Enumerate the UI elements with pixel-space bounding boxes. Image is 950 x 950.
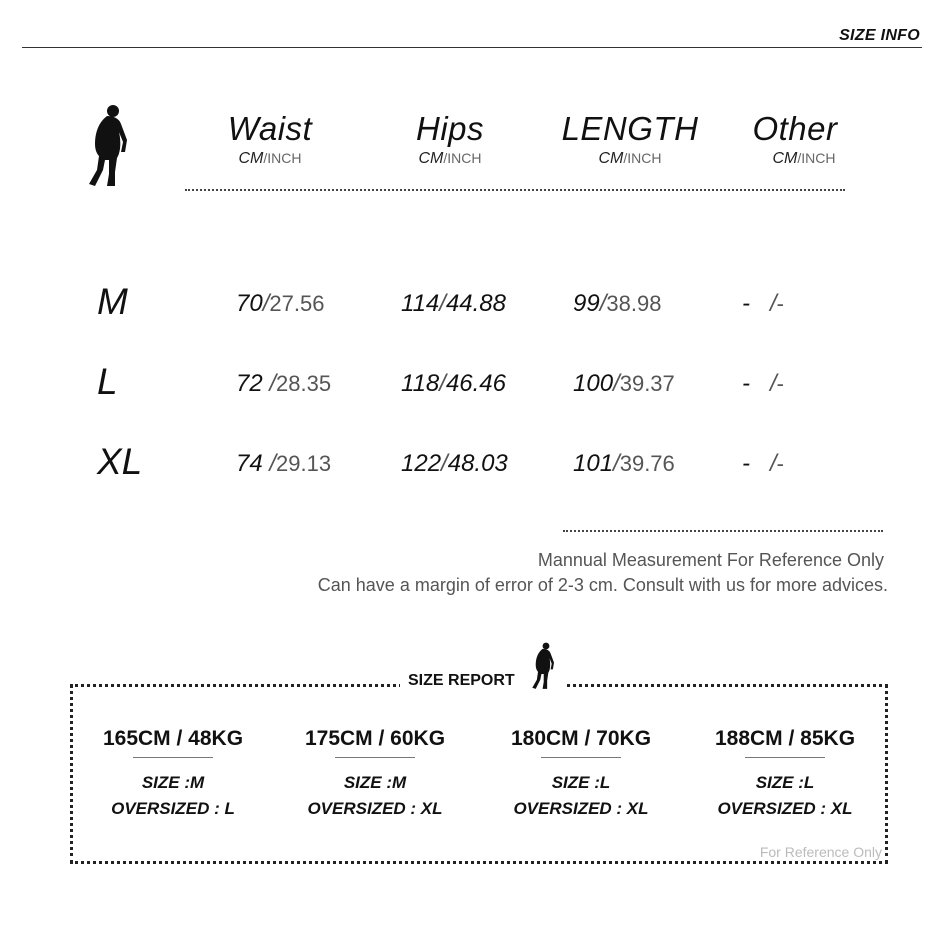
value-separator: / bbox=[770, 370, 777, 397]
cm-value: 72 bbox=[236, 370, 270, 397]
height-weight: 180CM / 70KG bbox=[510, 727, 652, 750]
unit-separator: / bbox=[263, 150, 268, 166]
value-separator: / bbox=[770, 290, 777, 317]
value-separator: / bbox=[441, 450, 448, 477]
oversized-size: OVERSIZED : XL bbox=[717, 799, 853, 818]
unit-cm: CM bbox=[772, 150, 798, 167]
error-margin-note: Can have a margin of error of 2-3 cm. Consult with us for more advices. bbox=[317, 575, 888, 595]
unit-inch: INCH bbox=[447, 150, 482, 166]
recommended-size: SIZE :L bbox=[551, 773, 611, 792]
size-label-m: M bbox=[97, 281, 128, 322]
cm-value: 122 bbox=[401, 450, 442, 477]
unit-separator: / bbox=[443, 150, 448, 166]
other-cell bbox=[742, 370, 784, 398]
value-separator: / bbox=[439, 290, 446, 317]
value-separator: / bbox=[613, 370, 620, 397]
page-title: SIZE INFO bbox=[839, 27, 920, 44]
unit-inch: INCH bbox=[801, 150, 836, 166]
cm-value: 118 bbox=[401, 370, 440, 397]
inch-value: 28.35 bbox=[276, 371, 332, 396]
reference-footnote: For Reference Only bbox=[759, 844, 882, 860]
inch-value: - bbox=[776, 451, 784, 476]
inch-value: 48.03 bbox=[447, 450, 508, 477]
report-entry bbox=[78, 727, 268, 822]
column-title: Hips bbox=[415, 110, 485, 147]
hips-cell bbox=[401, 370, 506, 398]
report-entry bbox=[690, 727, 880, 822]
inch-value: - bbox=[776, 291, 784, 316]
value-separator: / bbox=[599, 290, 607, 317]
cm-value: 114 bbox=[401, 290, 440, 317]
unit-separator: / bbox=[623, 150, 628, 166]
waist-cell bbox=[236, 450, 331, 478]
inch-value: 46.46 bbox=[445, 370, 506, 397]
height-weight: 165CM / 48KG bbox=[102, 727, 244, 750]
column-title: Other bbox=[752, 110, 838, 147]
inch-value: 39.76 bbox=[619, 451, 675, 476]
walking-person-icon bbox=[530, 642, 554, 695]
other-cell bbox=[742, 450, 784, 478]
cm-value: 101 bbox=[573, 450, 614, 477]
inch-value: - bbox=[776, 371, 784, 396]
recommended-size: SIZE :M bbox=[141, 773, 205, 792]
length-cell bbox=[573, 290, 661, 318]
other-cell bbox=[742, 290, 784, 318]
unit-cm: CM bbox=[598, 150, 624, 167]
oversized-size: OVERSIZED : XL bbox=[307, 799, 443, 818]
recommended-size: SIZE :M bbox=[343, 773, 407, 792]
unit-cm: CM bbox=[238, 150, 264, 167]
cm-value: 99 bbox=[573, 290, 600, 317]
walking-person-icon bbox=[85, 104, 127, 193]
cm-value: - bbox=[742, 290, 750, 317]
value-separator: / bbox=[269, 370, 277, 397]
unit-separator: / bbox=[797, 150, 802, 166]
entry-divider bbox=[335, 757, 415, 758]
header-dotted-divider bbox=[185, 189, 845, 191]
size-label-l: L bbox=[97, 361, 118, 402]
column-unit bbox=[715, 150, 875, 168]
column-header-other bbox=[715, 110, 875, 168]
waist-cell bbox=[236, 290, 324, 318]
inch-value: 38.98 bbox=[606, 291, 662, 316]
cm-value: - bbox=[742, 450, 750, 477]
column-unit bbox=[190, 150, 350, 168]
notes-dotted-divider bbox=[563, 530, 883, 532]
recommended-size: SIZE :L bbox=[755, 773, 815, 792]
oversized-size: OVERSIZED : XL bbox=[513, 799, 649, 818]
hips-cell bbox=[401, 290, 506, 318]
waist-cell bbox=[236, 370, 331, 398]
inch-value: 44.88 bbox=[445, 290, 506, 317]
oversized-size: OVERSIZED : L bbox=[111, 799, 235, 818]
header-divider bbox=[22, 47, 922, 48]
column-title: LENGTH bbox=[561, 110, 699, 147]
column-header-length bbox=[550, 110, 710, 168]
column-title: Waist bbox=[227, 110, 313, 147]
column-unit bbox=[370, 150, 530, 168]
value-separator: / bbox=[269, 450, 277, 477]
height-weight: 188CM / 85KG bbox=[714, 727, 856, 750]
size-report-label: SIZE REPORT bbox=[408, 672, 515, 689]
hips-cell bbox=[401, 450, 508, 478]
cm-value: 100 bbox=[573, 370, 614, 397]
column-header-waist bbox=[190, 110, 350, 168]
column-unit bbox=[550, 150, 710, 168]
length-cell bbox=[573, 370, 675, 398]
inch-value: 29.13 bbox=[276, 451, 332, 476]
value-separator: / bbox=[770, 450, 777, 477]
height-weight: 175CM / 60KG bbox=[304, 727, 446, 750]
report-entry bbox=[486, 727, 676, 822]
unit-inch: INCH bbox=[627, 150, 662, 166]
value-separator: / bbox=[439, 370, 446, 397]
report-entry bbox=[280, 727, 470, 822]
column-header-hips bbox=[370, 110, 530, 168]
length-cell bbox=[573, 450, 675, 478]
cm-value: - bbox=[742, 370, 750, 397]
size-label-xl: XL bbox=[97, 441, 143, 482]
cm-value: 74 bbox=[236, 450, 270, 477]
entry-divider bbox=[541, 757, 621, 758]
measurement-note: Mannual Measurement For Reference Only bbox=[537, 550, 884, 570]
value-separator: / bbox=[613, 450, 620, 477]
unit-inch: INCH bbox=[267, 150, 302, 166]
unit-cm: CM bbox=[418, 150, 444, 167]
inch-value: 39.37 bbox=[619, 371, 675, 396]
inch-value: 27.56 bbox=[269, 291, 325, 316]
entry-divider bbox=[133, 757, 213, 758]
value-separator: / bbox=[262, 290, 270, 317]
entry-divider bbox=[745, 757, 825, 758]
cm-value: 70 bbox=[236, 290, 263, 317]
